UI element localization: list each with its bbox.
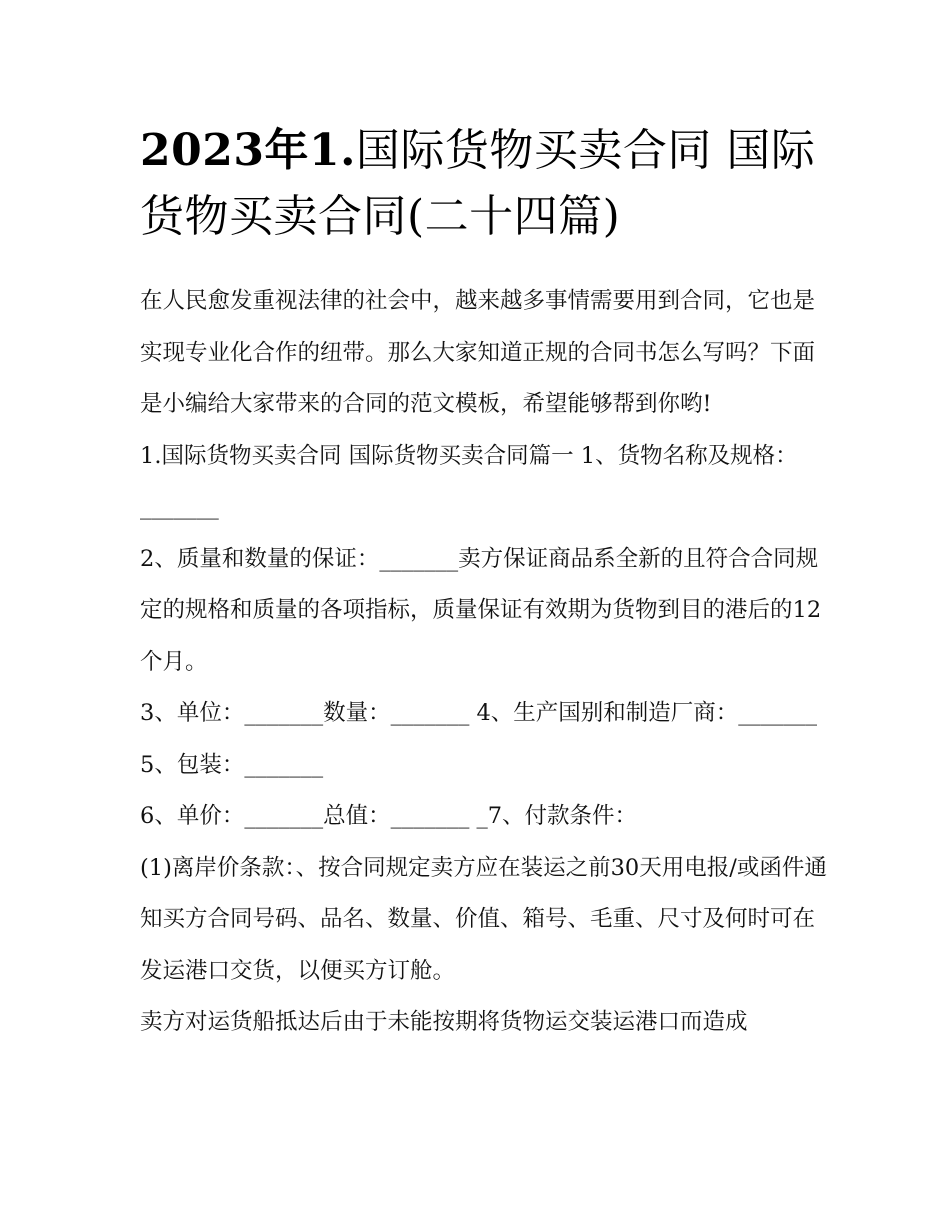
clause-6-7-price-payment: 6、单价：_______总值：_______ _7、付款条件： <box>140 803 638 829</box>
clause-1-goods-name: 1.国际货物买卖合同 国际货物买卖合同篇一 1、货物名称及规格：_______ <box>140 442 798 520</box>
document-title <box>140 118 830 250</box>
title-bold-part: 2023年1. <box>140 125 356 176</box>
clause-2-quality: 2、质量和数量的保证：_______卖方保证商品系全新的且符合合同规定的规格和质量的各项指标，质量保证有效期为货物到目的港后的12个月。 <box>140 545 822 675</box>
clause-seller-liability: 卖方对运货船抵达后由于未能按期将货物运交装运港口而造成 <box>140 1009 748 1035</box>
clause-fob-terms: (1)离岸价条款：、按合同规定卖方应在装运之前30天用电报/或函件通知买方合同号码、品名、数量、价值、箱号、毛重、尺寸及何时可在发运港口交货，以便买方订舱。 <box>140 854 827 984</box>
title-rest: 国际货物买卖合同 国际货物买卖合同(二十四篇) <box>140 125 816 242</box>
clause-3-5-unit-quantity: 3、单位：_______数量：_______ 4、生产国别和制造厂商：_______ 5、包装：_______ <box>140 700 818 778</box>
document-body <box>140 276 830 1049</box>
intro-paragraph: 在人民愈发重视法律的社会中，越来越多事情需要用到合同，它也是实现专业化合作的纽带。那么大家知道正规的合同书怎么写吗？下面是小编给大家带来的合同的范文模板，希望能够帮到你哟! <box>140 288 816 417</box>
